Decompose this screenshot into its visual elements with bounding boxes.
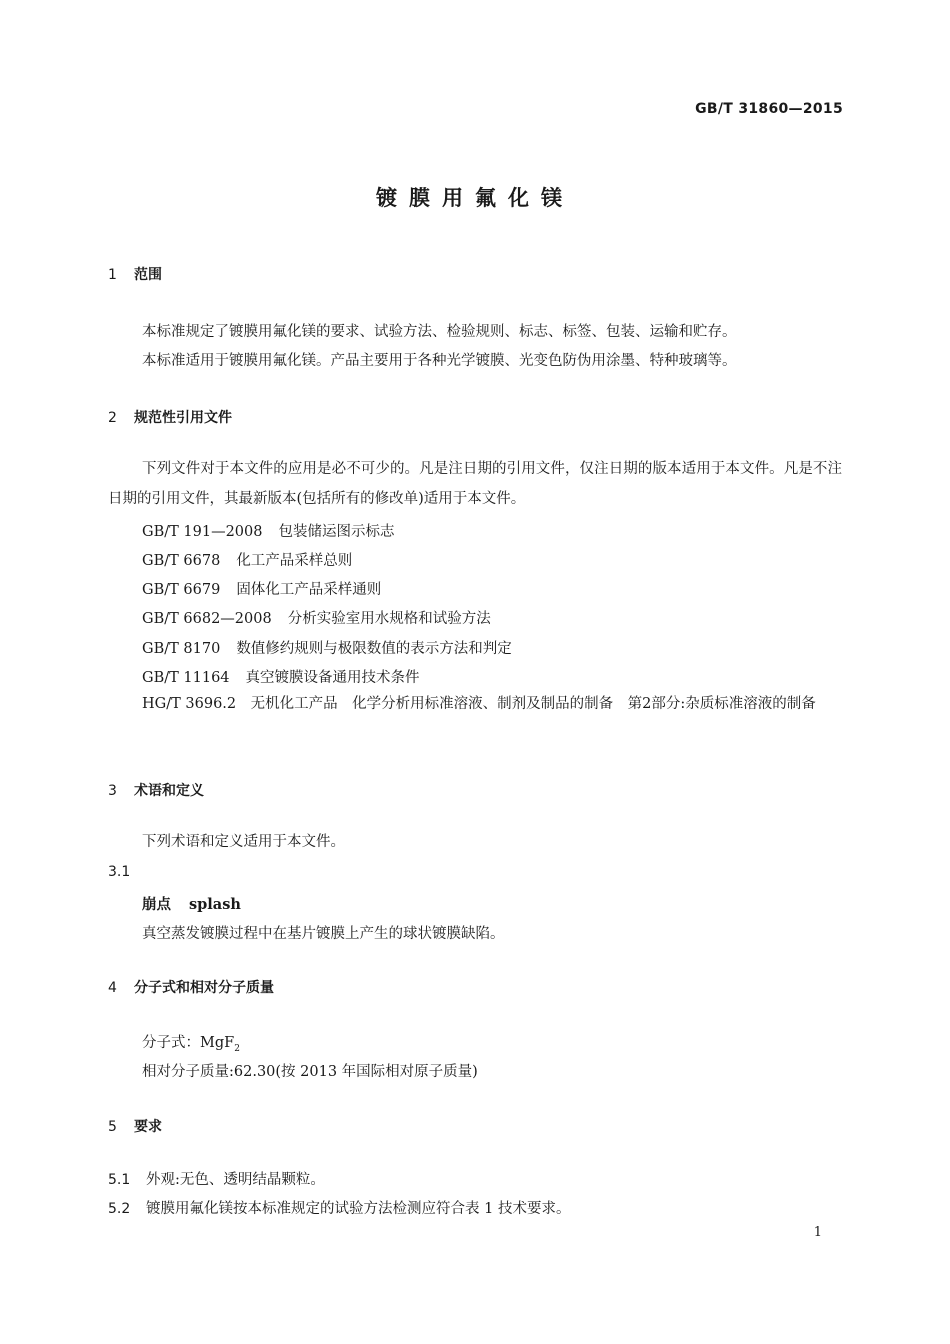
section-heading-4: 4 分子式和相对分子质量 — [108, 980, 274, 996]
reference-item: GB/T 191—2008 包装储运图示标志 — [142, 524, 395, 540]
clause-5-2: 5.2 镀膜用氟化镁按本标准规定的试验方法检测应符合表 1 技术要求。 — [108, 1201, 571, 1217]
molecular-mass: 相对分子质量:62.30(按 2013 年国际相对原子质量) — [142, 1064, 478, 1080]
reference-item-last: HG/T 3696.2 无机化工产品 化学分析用标准溶液、制剂及制品的制备 第2部分:杂质标准溶液的制备 — [142, 696, 816, 712]
term-number: 3.1 — [108, 864, 131, 880]
clause-5-1: 5.1 外观:无色、透明结晶颗粒。 — [108, 1172, 325, 1188]
reference-item: GB/T 6682—2008 分析实验室用水规格和试验方法 — [142, 611, 491, 627]
document-title: 镀膜用氟化镁 — [376, 186, 574, 210]
reference-item: GB/T 6678 化工产品采样总则 — [142, 553, 353, 569]
standard-code: GB/T 31860—2015 — [695, 101, 843, 117]
scope-paragraph-1: 本标准规定了镀膜用氟化镁的要求、试验方法、检验规则、标志、标签、包装、运输和贮存。 — [142, 324, 737, 340]
reference-item: GB/T 6679 固体化工产品采样通则 — [142, 582, 382, 598]
term-definition: 真空蒸发镀膜过程中在基片镀膜上产生的球状镀膜缺陷。 — [142, 926, 505, 942]
reference-item: GB/T 8170 数值修约规则与极限数值的表示方法和判定 — [142, 641, 512, 657]
page-number: 1 — [813, 1225, 822, 1240]
normative-intro: 下列文件对于本文件的应用是必不可少的。凡是注日期的引用文件，仅注日期的版本适用于本文件。凡是不注日期的引用文件，其最新版本(包括所有的修改单)适用于本文件。 — [108, 461, 842, 507]
section-heading-3: 3 术语和定义 — [108, 783, 204, 799]
molecular-formula: 分子式：MgF$_2$ — [142, 1035, 240, 1054]
reference-item: GB/T 11164 真空镀膜设备通用技术条件 — [142, 670, 420, 686]
terms-intro: 下列术语和定义适用于本文件。 — [142, 834, 345, 850]
section-heading-2: 2 规范性引用文件 — [108, 410, 232, 426]
term-title: 崩点 splash — [142, 896, 241, 913]
scope-paragraph-2: 本标准适用于镀膜用氟化镁。产品主要用于各种光学镀膜、光变色防伪用涂墨、特种玻璃等。 — [142, 353, 737, 369]
section-heading-5: 5 要求 — [108, 1119, 162, 1135]
section-heading-1: 1 范围 — [108, 267, 162, 283]
